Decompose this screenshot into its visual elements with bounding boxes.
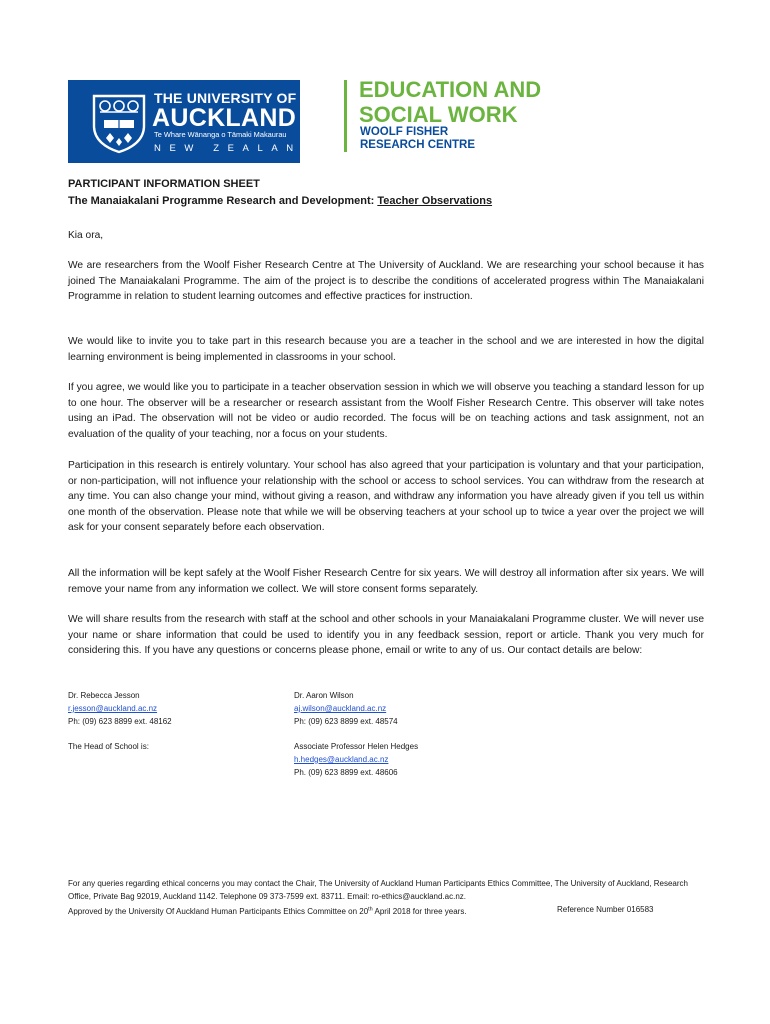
header-divider — [344, 80, 347, 152]
contact-email-link[interactable]: h.hedges@auckland.ac.nz — [294, 754, 389, 764]
contact-label: The Head of School is: — [68, 742, 149, 751]
subtitle-prefix: The Manaiakalani Programme Research and Development: — [68, 195, 378, 207]
university-country: NEW ZEALAND — [154, 143, 318, 154]
university-maori-name: Te Whare Wānanga o Tāmaki Makaurau — [154, 130, 287, 139]
paragraph-storage: All the information will be kept safely at the Woolf Fisher Research Centre for six years. We will destroy all information after six years. We will remove your name from any information we collect. We will store consent forms separately. — [68, 568, 704, 595]
university-crest-icon — [90, 92, 148, 154]
approval-rest: April 2018 for three years. — [372, 907, 467, 916]
faculty-name-line2: SOCIAL WORK — [359, 102, 518, 127]
contact-name: Dr. Rebecca Jesson — [68, 691, 140, 700]
paragraph-invitation: We would like to invite you to take part in this research because you are a teacher in the school and we are interested in how the digital learning environment is being implemented in classrooms in your school. — [68, 336, 704, 363]
subtitle-emphasis: Teacher Observations — [377, 195, 493, 207]
ethics-contact-note: For any queries regarding ethical concerns you may contact the Chair, The University of Auckland Human Participants Ethics Committee, The University of Auckland, Research Office, Private Bag 92019, Auckland 1142. Telephone 09 373-7599 ext. 83711. Email: ro-ethics@auckland.ac.nz. — [68, 879, 688, 901]
contact-name: Associate Professor Helen Hedges — [294, 742, 419, 751]
faculty-name-line1: EDUCATION AND — [359, 77, 542, 102]
contact-jesson — [68, 690, 172, 728]
contact-wilson — [294, 690, 398, 728]
contact-email-link[interactable]: aj.wilson@auckland.ac.nz — [294, 703, 387, 713]
centre-name-line2: RESEARCH CENTRE — [360, 139, 476, 151]
approval-prefix: Approved by the University Of Auckland Human Participants Ethics Committee on 20 — [68, 907, 369, 916]
contact-email-link[interactable]: r.jesson@auckland.ac.nz — [68, 703, 158, 713]
contact-phone: Ph. (09) 623 8899 ext. 48606 — [294, 767, 398, 777]
contact-phone: Ph: (09) 623 8899 ext. 48162 — [68, 716, 172, 726]
paragraph-voluntary: Participation in this research is entirely voluntary. Your school has also agreed that your participation is voluntary and that your participation, or non-participation, will not influence your relationship with the school or access to school services. You can withdraw from the research at any time. You can also change your mind, without giving a reason, and withdraw any information you have already given if you tell us within one month of the observation. Please note that while we will be observing teachers at your school up to twice a year over the project we will ask for your consent separately before each observation. — [68, 460, 704, 534]
contact-head-of-school — [68, 741, 149, 754]
document-title: PARTICIPANT INFORMATION SHEET — [68, 178, 260, 190]
university-name-prefix: THE UNIVERSITY OF — [154, 90, 297, 106]
university-logo — [68, 80, 318, 163]
paragraph-observation: If you agree, we would like you to participate in a teacher observation session in which we will observe you teaching a standard lesson for up to one hour. The observer will be a researcher or research assistant from the Woolf Fisher Research Centre. This observer will take notes using an iPad. The observation will not be video or audio recorded. The focus will be on teaching actions and task assignment, not an evaluation of the quality of your teaching, nor a focus on your students. — [68, 382, 704, 440]
paragraph-results: We will share results from the research with staff at the school and other schools in your Manaiakalani Programme cluster. We will never use your name or share information that could be used to identify you in any feedback session, report or article. Thank you very much for considering this. If you have any questions or concerns please phone, email or write to any of us. Our contact details are below: — [68, 614, 704, 657]
document-subtitle — [68, 195, 492, 207]
centre-name-line1: WOOLF FISHER — [360, 126, 449, 138]
greeting: Kia ora, — [68, 230, 104, 241]
paragraph-intro: We are researchers from the Woolf Fisher Research Centre at The University of Auckland. We are researching your school because it has joined The Manaiakalani Programme. The aim of the project is to describe the conditions of accelerated progress within The Manaiakalani Programme in relation to student learning outcomes and effective practices for instruction. — [68, 260, 704, 303]
reference-number: Reference Number 016583 — [557, 905, 654, 914]
contact-phone: Ph: (09) 623 8899 ext. 48574 — [294, 716, 398, 726]
university-name: AUCKLAND — [152, 104, 297, 132]
approval-ordinal: th — [368, 906, 373, 913]
contact-hedges — [294, 741, 418, 779]
contact-name: Dr. Aaron Wilson — [294, 691, 354, 700]
